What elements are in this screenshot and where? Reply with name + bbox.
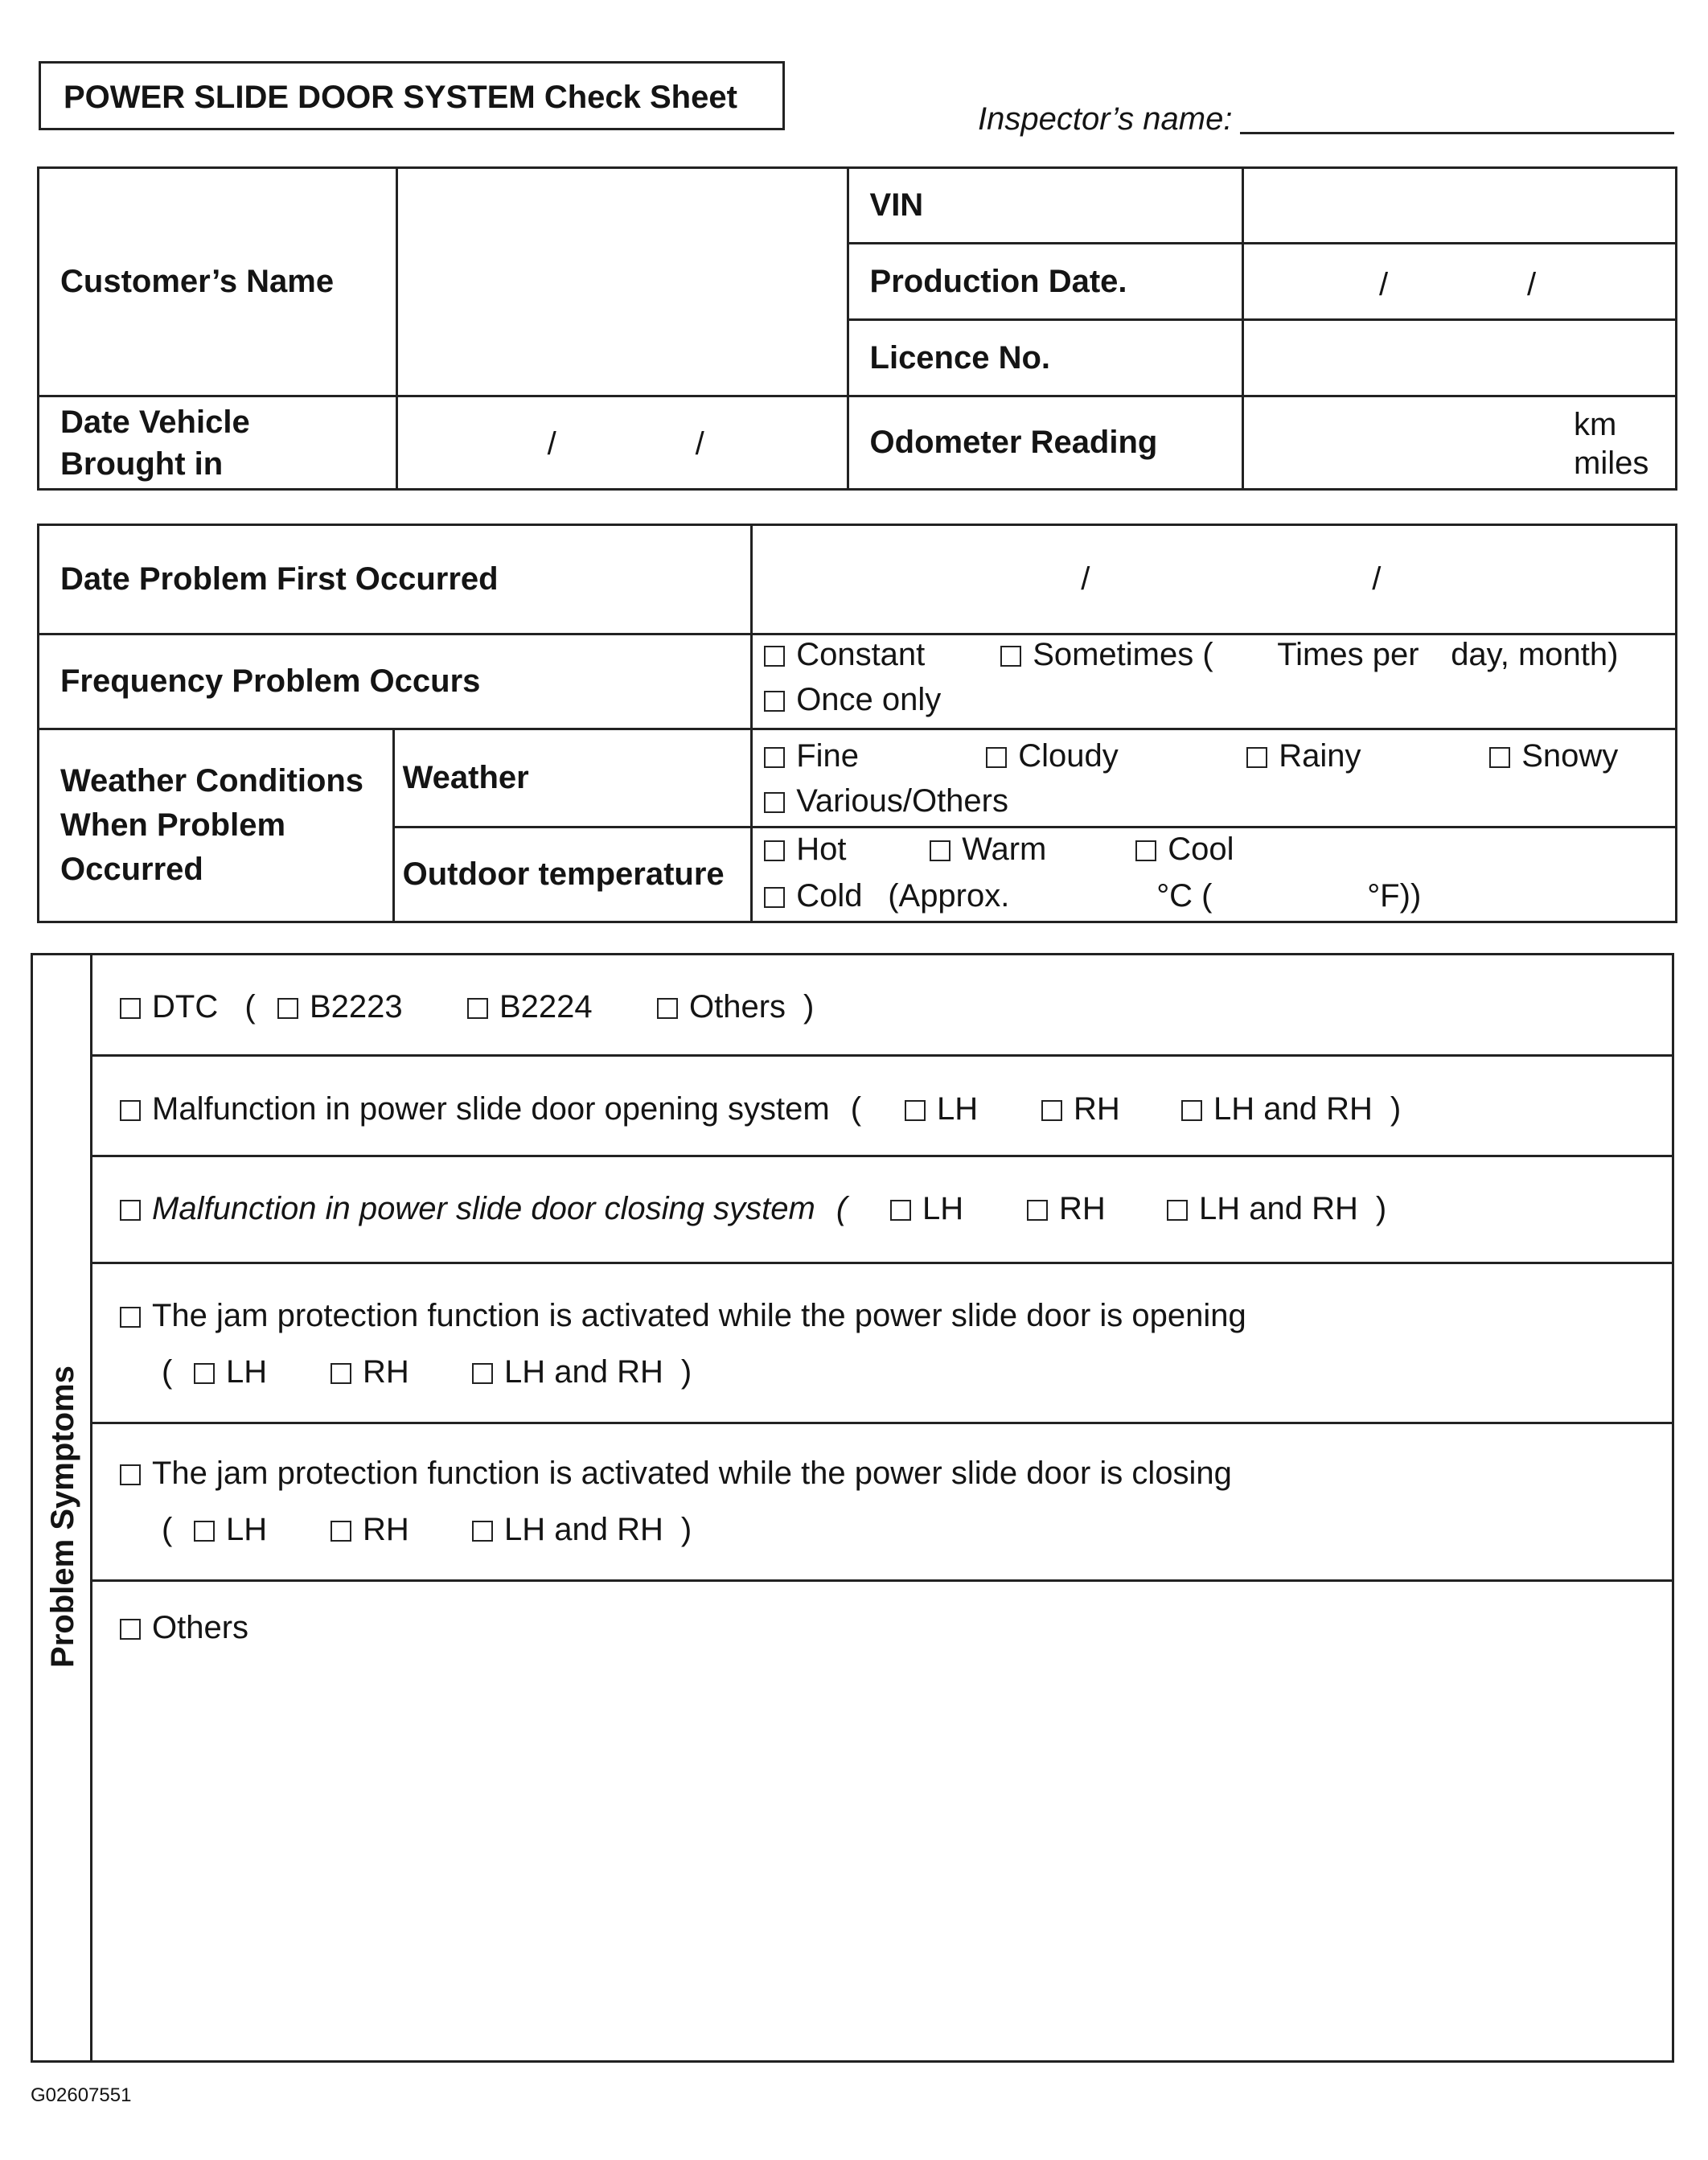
checkbox[interactable] [120,1307,141,1328]
checkbox[interactable] [764,792,785,813]
paren: ( [162,1512,173,1547]
weather-snowy-option[interactable] [1489,737,1618,775]
dtc-row [120,988,256,1026]
jam-closing-lh-option[interactable] [194,1510,267,1549]
jam-opening-rh-option[interactable] [331,1353,409,1391]
row-divider [92,1262,1672,1264]
page-title: POWER SLIDE DOOR SYSTEM Check Sheet [64,80,737,115]
paren: ( [162,1354,173,1390]
lh-label: LH [226,1512,268,1547]
problem-symptoms-box [31,953,1674,2063]
weather-conditions-line: Occurred [60,852,203,888]
temp-warm-label: Warm [962,832,1047,867]
checkbox[interactable] [1181,1100,1202,1121]
checkbox[interactable] [905,1100,926,1121]
row-divider [92,1054,1672,1057]
lh-and-rh-label: LH and RH [1213,1091,1373,1127]
rh-label: RH [1074,1091,1120,1127]
temp-cool-option[interactable] [1135,830,1234,869]
customer-name-field[interactable] [396,168,848,396]
freq-times-per: Times per [1277,637,1419,672]
lh-label: LH [226,1354,268,1390]
temp-warm-option[interactable] [930,830,1046,869]
jam-closing-option[interactable] [120,1454,1232,1493]
checkbox[interactable] [764,646,785,667]
others-option[interactable] [120,1608,248,1647]
frequency-label: Frequency Problem Occurs [39,634,752,729]
vin-label: VIN [848,168,1242,244]
odometer-label: Odometer Reading [848,396,1242,490]
date-brought-field[interactable] [396,396,848,490]
opening-lh-and-rh-option[interactable] [1181,1090,1401,1128]
licence-field[interactable] [1243,320,1677,396]
vin-field[interactable] [1243,168,1677,244]
unit-km: km [1574,407,1617,442]
dtc-others-label: Others [689,989,786,1025]
date-slash: / [1527,267,1537,302]
weather-cloudy-option[interactable] [986,737,1119,775]
frequency-options [752,634,1677,729]
jam-opening-lh-option[interactable] [194,1353,267,1391]
paren: ) [1390,1091,1402,1127]
temp-hot-label: Hot [796,832,847,867]
temp-hot-option[interactable] [764,830,846,869]
weather-conditions-line: When Problem [60,807,286,843]
checkbox[interactable] [194,1521,215,1542]
date-slash: / [695,426,704,462]
weather-conditions-line: Weather Conditions [60,762,364,799]
checkbox[interactable] [120,998,141,1019]
checkbox[interactable] [1027,1200,1048,1221]
checkbox[interactable] [764,887,785,908]
checkbox[interactable] [890,1200,911,1221]
checkbox[interactable] [1489,747,1510,768]
dtc-label: DTC [152,989,219,1025]
checkbox[interactable] [194,1363,215,1384]
opening-malfunction-option[interactable] [120,1090,861,1128]
figure-code: G02607551 [31,2084,132,2106]
weather-rainy-option[interactable] [1246,737,1361,775]
checkbox[interactable] [472,1363,493,1384]
dtc-option[interactable] [120,989,218,1025]
weather-rainy-label: Rainy [1279,738,1361,774]
title-box [39,61,785,130]
rh-label: RH [363,1512,409,1547]
temp-celsius: °C ( [1156,878,1213,914]
others-notes-area[interactable] [105,1663,1659,2047]
closing-malfunction-option[interactable] [120,1189,847,1228]
paren: ) [680,1512,692,1547]
date-slash: / [547,426,556,462]
b2224-option[interactable] [467,988,593,1026]
unit-miles: miles [1574,446,1649,481]
date-slash: / [1372,561,1382,597]
checkbox[interactable] [120,1464,141,1485]
checkbox[interactable] [277,998,298,1019]
date-slash: / [1379,267,1389,302]
lh-label: LH [922,1191,964,1226]
production-date-label: Production Date. [848,244,1242,320]
checkbox[interactable] [472,1521,493,1542]
checkbox[interactable] [331,1363,351,1384]
checkbox[interactable] [331,1521,351,1542]
closing-lh-option[interactable] [890,1189,963,1228]
inspector-name-field[interactable] [1240,132,1674,134]
jam-closing-rh-option[interactable] [331,1510,409,1549]
closing-malfunction-label: Malfunction in power slide door closing system [152,1191,815,1226]
paren: ) [680,1354,692,1390]
opening-malfunction-label: Malfunction in power slide door opening system [152,1091,830,1127]
freq-once-label: Once only [796,682,942,717]
checkbox[interactable] [930,840,950,861]
conditions-table [37,524,1677,923]
odometer-field[interactable] [1243,396,1677,490]
checkbox[interactable] [657,998,678,1019]
b2223-label: B2223 [310,989,403,1025]
production-date-field[interactable] [1243,244,1677,320]
lh-and-rh-label: LH and RH [504,1354,663,1390]
jam-opening-lh-and-rh-option[interactable] [472,1353,692,1391]
rh-label: RH [363,1354,409,1390]
checkbox[interactable] [986,747,1007,768]
jam-closing-lh-and-rh-option[interactable] [472,1510,692,1549]
checkbox[interactable] [467,998,488,1019]
checkbox[interactable] [1135,840,1156,861]
weather-label: Weather [393,729,752,827]
date-first-label: Date Problem First Occurred [39,525,752,634]
freq-sometimes-label: Sometimes ( [1033,637,1213,672]
weather-snowy-label: Snowy [1521,738,1619,774]
closing-lh-and-rh-option[interactable] [1167,1189,1386,1228]
paren: ) [1375,1191,1387,1226]
opening-lh-option[interactable] [905,1090,978,1128]
jam-opening-label: The jam protection function is activated while the power slide door is opening [152,1298,1246,1333]
b2224-label: B2224 [499,989,593,1025]
freq-sometimes-option[interactable] [1000,635,1213,674]
checkbox[interactable] [1000,646,1021,667]
symptoms-side-column [33,955,92,2060]
temp-cool-label: Cool [1168,832,1234,867]
weather-fine-label: Fine [796,738,859,774]
jam-closing-label: The jam protection function is activated while the power slide door is closing [152,1456,1232,1491]
weather-fine-option[interactable] [764,737,859,775]
vehicle-info-table [37,166,1677,491]
dtc-others-option[interactable] [657,988,814,1026]
date-brought-label-line: Date Vehicle [60,404,250,440]
weather-cloudy-label: Cloudy [1018,738,1119,774]
weather-options [752,729,1677,827]
paren: ( [836,1191,848,1226]
paren: ( [850,1091,862,1127]
date-brought-label [39,396,397,490]
freq-day-month: day, month) [1451,637,1619,672]
temp-cold-label: Cold [796,878,863,914]
weather-various-label: Various/Others [796,783,1008,819]
rh-label: RH [1059,1191,1106,1226]
temp-cold-option[interactable] [764,877,862,915]
checkbox[interactable] [1041,1100,1062,1121]
checkbox[interactable] [120,1200,141,1221]
paren: ( [244,989,256,1025]
checkbox[interactable] [764,691,785,712]
weather-various-option[interactable] [764,782,1008,820]
weather-conditions-label [39,729,394,922]
row-divider [92,1579,1672,1582]
checkbox[interactable] [1246,747,1267,768]
others-label: Others [152,1610,249,1645]
licence-label: Licence No. [848,320,1242,396]
checkbox[interactable] [120,1619,141,1640]
paren: ) [803,989,815,1025]
date-slash: / [1081,561,1090,597]
checkbox[interactable] [764,747,785,768]
checkbox[interactable] [120,1100,141,1121]
row-divider [92,1422,1672,1424]
temp-fahrenheit: °F)) [1367,878,1422,914]
freq-constant-label: Constant [796,637,926,672]
opening-rh-option[interactable] [1041,1090,1120,1128]
checkbox[interactable] [1167,1200,1188,1221]
row-divider [92,1155,1672,1157]
problem-symptoms-label: Problem Symptoms [45,1365,80,1668]
freq-once-option[interactable] [764,680,941,719]
outdoor-temp-label: Outdoor temperature [393,827,752,922]
date-brought-label-line: Brought in [60,446,224,482]
customer-name-label: Customer’s Name [39,168,397,396]
lh-label: LH [937,1091,979,1127]
lh-and-rh-label: LH and RH [1199,1191,1358,1226]
jam-opening-option[interactable] [120,1296,1246,1335]
closing-rh-option[interactable] [1027,1189,1106,1228]
checkbox[interactable] [764,840,785,861]
b2223-option[interactable] [277,988,403,1026]
temperature-options [752,827,1677,922]
inspector-label: Inspector’s name: [978,101,1233,137]
freq-constant-option[interactable] [764,635,925,674]
date-first-field[interactable] [752,525,1677,634]
temp-approx: (Approx. [888,878,1010,914]
lh-and-rh-label: LH and RH [504,1512,663,1547]
